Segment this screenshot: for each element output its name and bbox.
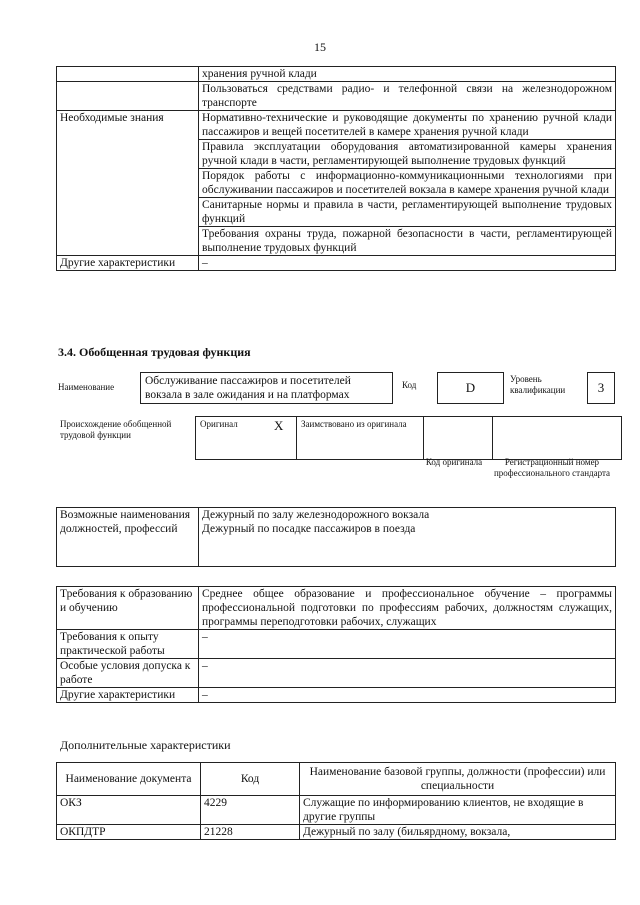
page-number: 15 (314, 40, 326, 54)
table-cell: ОКЗ (57, 796, 201, 825)
table-row (57, 630, 616, 659)
table-row (57, 111, 616, 140)
original-code-cell (424, 417, 493, 460)
requirement-label: Требования к образованию и обучению (57, 587, 199, 630)
position-item: Дежурный по посадке пассажиров в поезда (202, 523, 416, 535)
table-cell: 4229 (201, 796, 300, 825)
code-caption: Код оригинала (425, 457, 483, 467)
table-row (57, 796, 616, 825)
level-value: 3 (587, 372, 615, 404)
table-row (57, 256, 616, 271)
section-title: 3.4. Обобщенная трудовая функция (58, 345, 251, 359)
position-item: Дежурный по залу железнодорожного вокзала (202, 509, 430, 521)
reg-caption: Регистрационный номер профессионального стандарта (493, 457, 611, 478)
column-header: Код (201, 763, 300, 796)
requirement-value: – (199, 659, 616, 688)
requirement-value: – (199, 630, 616, 659)
original-label: Оригинал (196, 417, 271, 460)
origin-label: Происхождение обобщенной трудовой функции (60, 419, 172, 440)
row-value: Нормативно-технические и руководящие документы по хранению ручной клади пассажиров и вещей посетителей в камере хранения ручной клади (199, 111, 616, 140)
table-row (57, 659, 616, 688)
requirement-value: – (199, 688, 616, 703)
row-value: Санитарные нормы и правила в части, регламентирующей выполнение трудовых функций (199, 198, 616, 227)
table-row (57, 688, 616, 703)
table-row (57, 82, 616, 111)
code-label: Код (402, 380, 417, 390)
origin-table (195, 416, 622, 460)
requirement-label: Требования к опыту практической работы (57, 630, 199, 659)
column-header: Наименование документа (57, 763, 201, 796)
row-value: – (199, 256, 616, 271)
positions-values (199, 508, 616, 567)
row-value: хранения ручной клади (199, 67, 616, 82)
requirement-label: Особые условия допуска к работе (57, 659, 199, 688)
additional-title: Дополнительные характеристики (60, 738, 231, 752)
positions-table (56, 507, 616, 567)
borrowed-label: Заимствовано из оригинала (297, 417, 424, 460)
knowledge-table (56, 66, 616, 271)
table-cell: 21228 (201, 825, 300, 840)
function-name-value: Обслуживание пассажиров и посетителей вокзала в зале ожидания и на платформах (140, 372, 393, 404)
row-label (57, 67, 199, 82)
requirement-label: Другие характеристики (57, 688, 199, 703)
positions-label: Возможные наименования должностей, профессий (57, 508, 199, 567)
additional-table (56, 762, 616, 840)
table-row (196, 417, 622, 460)
table-cell: Служащие по информированию клиентов, не входящие в другие группы (300, 796, 616, 825)
table-row (57, 508, 616, 567)
column-header: Наименование базовой группы, должности (профессии) или специальности (300, 763, 616, 796)
code-value: D (437, 372, 504, 404)
row-value: Правила эксплуатации оборудования автоматизированной камеры хранения ручной клади в части, регламентирующей выполнение трудовых функций (199, 140, 616, 169)
original-mark: X (270, 417, 297, 460)
table-row (57, 587, 616, 630)
name-label: Наименование (58, 382, 115, 392)
table-cell: ОКПДТР (57, 825, 201, 840)
table-row (57, 825, 616, 840)
row-value: Требования охраны труда, пожарной безопасности в части, регламентирующей выполнение трудовых функций (199, 227, 616, 256)
level-label: Уровень квалификации (510, 374, 566, 395)
row-label: Необходимые знания (57, 111, 199, 256)
requirements-table (56, 586, 616, 703)
row-value: Пользоваться средствами радио- и телефонной связи на железнодорожном транспорте (199, 82, 616, 111)
table-header-row (57, 763, 616, 796)
reg-number-cell (493, 417, 622, 460)
row-value: Порядок работы с информационно-коммуникационными технологиями при обслуживании пассажиров и посетителей вокзала в камере хранения ручной клади (199, 169, 616, 198)
row-label (57, 82, 199, 111)
row-label: Другие характеристики (57, 256, 199, 271)
table-row (57, 67, 616, 82)
requirement-value: Среднее общее образование и профессиональное обучение – программы профессиональной подготовки по профессиям рабочих, должностям служащих, программы переподготовки рабочих, служащих (199, 587, 616, 630)
table-cell: Дежурный по залу (бильярдному, вокзала, (300, 825, 616, 840)
